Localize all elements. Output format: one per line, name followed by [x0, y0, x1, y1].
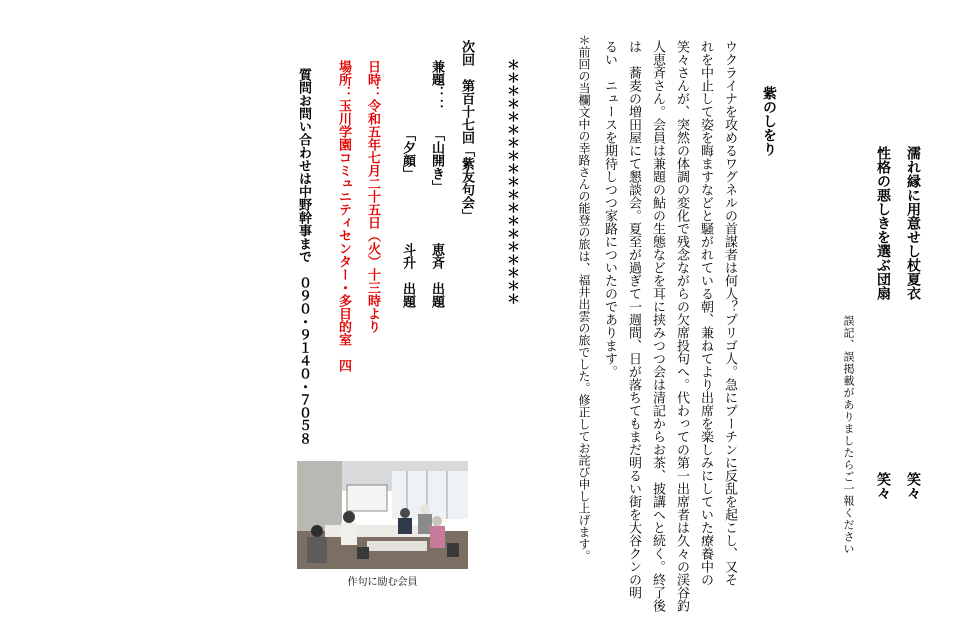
kendai-setter-2: 斗升 出題 [400, 243, 415, 308]
photo-caption: 作句に励む会員 [347, 577, 418, 588]
meeting-place: 場所：玉川学園コミュニティセンター・多目的室 四 [336, 60, 351, 372]
haiku-line-2: 性格の悪しきを選ぶ団扇 [875, 146, 891, 300]
haiku-line-1: 濡れ縁に用意せし杖夏衣 [905, 146, 921, 300]
kendai-setter-1: 恵斉 出題 [429, 243, 444, 308]
next-meeting-heading: 次回 第百十七回「紫友句会」 [459, 40, 474, 222]
separator: ＊＊＊＊＊＊＊＊＊＊＊＊＊＊＊＊＊＊＊ [504, 58, 519, 305]
haiku-author-2: 笑々 [875, 472, 891, 500]
column-line: 笑々さんが、突然の体調の変化で残念ながらの欠席投句へ。代わっての第一出席者は久々の渓谷釣 [674, 40, 689, 612]
column-note: ＊前回の当欄文中の幸路さんの能登の旅は、福井出雲の旅でした。修正してお詫び申し上げます。 [577, 34, 591, 562]
column-line: るい ニュースを期待しつつ家路についたのであります。 [602, 40, 617, 378]
errata-note: 誤記、誤掲載がありましたらご一報ください [842, 315, 855, 555]
kendai-label: 兼題：： [429, 60, 444, 112]
meeting-datetime: 日時：令和五年七月二十五日（火）十三時より [365, 60, 380, 333]
kendai-topic-2: 「夕顔」 [400, 128, 415, 180]
column-line: は 蕎麦の増田屋にて懇談会。夏至が過ぎて一週間、日が落ちてもまだ明るい街を大谷クンの明 [626, 40, 641, 599]
members-photo [297, 461, 468, 569]
column-line: 人恵斉さん。会員は兼題の鮎の生態などを耳に挟みつつ会は清記からお茶、披講へと続く。終了後 [650, 40, 665, 612]
column-line: れを中止して姿を晦ますなどと騒がれている朝、兼ねてより出席を楽しみにしていた療養中の [698, 40, 713, 586]
column-line: ウクライナを攻めるワグネルの首謀者は何人？プリゴ人。急にプーチンに反乱を起こし、又そ [722, 40, 737, 586]
kendai-topic-1: 「山開き」 [429, 128, 444, 193]
column-title: 紫のしをり [761, 86, 777, 156]
haiku-author-1: 笑々 [905, 472, 921, 500]
contact-info: 質問お問い合わせは中野幹事まで ０９０・９１４０・７０５８ [296, 68, 311, 445]
